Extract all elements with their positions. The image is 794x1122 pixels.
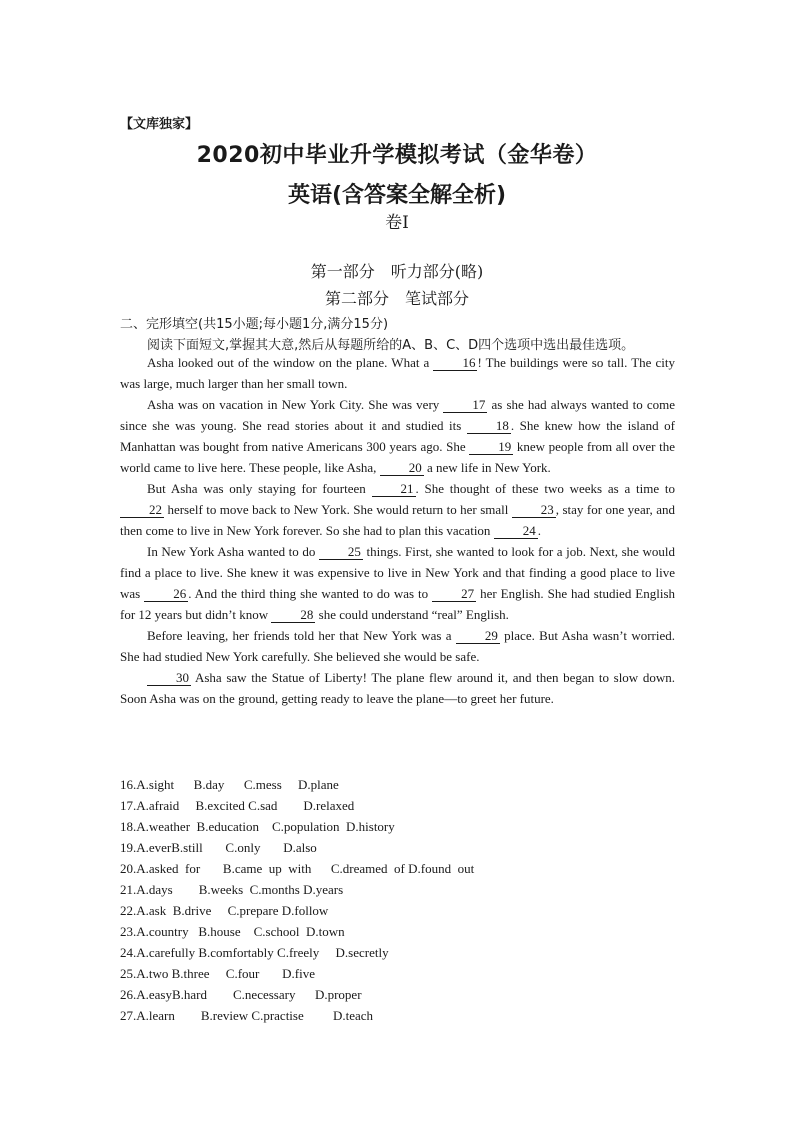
answer-blank: 23 (512, 502, 556, 518)
part-one-heading: 第一部分 听力部分(略) (310, 262, 484, 281)
passage-paragraph (120, 541, 675, 625)
passage-text: , stay for one year, and then come to live in New York forever. So she had to plan this vacation (120, 502, 675, 538)
passage-text: a new life in New York. (423, 460, 551, 475)
passage-text: Asha looked out of the window on the plane. What a (147, 355, 434, 370)
option-row: 26.A.easyB.hard C.necessary D.proper (120, 987, 362, 1002)
answer-blank: 20 (380, 460, 424, 476)
exam-subtitle: 英语(含答案全解全析) (287, 183, 507, 208)
option-row: 22.A.ask B.drive C.prepare D.follow (120, 903, 329, 918)
passage-text: Asha was on vacation in New York City. She was very (147, 397, 444, 412)
answer-blank: 16 (433, 355, 477, 371)
exam-title: 2020初中毕业升学模拟考试（金华卷） (196, 143, 598, 168)
answer-blank: 26 (144, 586, 188, 602)
passage-text: her English. She had studied English for 12 years but didn’t know (120, 586, 676, 622)
cloze-passage (120, 352, 675, 709)
option-row: 25.A.two B.three C.four D.five (120, 966, 315, 981)
passage-text: In New York Asha wanted to do (147, 544, 319, 559)
passage-text: But Asha was only staying for fourteen (147, 481, 372, 496)
volume-label: 卷Ⅰ (385, 213, 409, 233)
section-heading: 二、完形填空(共15小题;每小题1分,满分15分) (120, 317, 389, 332)
option-row: 17.A.afraid B.excited C.sad D.relaxed (120, 798, 355, 813)
passage-text: as she had always wanted to come since she was young. She read stories about it and studied its (120, 397, 675, 433)
passage-paragraph (120, 478, 675, 541)
passage-paragraph (120, 394, 675, 478)
answer-blank: 18 (467, 418, 511, 434)
exclusive-tag: 【文库独家】 (120, 117, 199, 132)
option-row: 16.A.sight B.day C.mess D.plane (120, 777, 339, 792)
passage-text: she could understand “real” English. (315, 607, 509, 622)
option-row: 21.A.days B.weeks C.months D.years (120, 882, 344, 897)
passage-text: . (537, 523, 541, 538)
answer-blank: 27 (432, 586, 476, 602)
part-two-heading: 第二部分 笔试部分 (324, 289, 469, 308)
passage-text: . She knew how the island of Manhattan was bought from native Americans 300 years ago. She (120, 418, 676, 454)
answer-blank: 30 (147, 670, 191, 686)
passage-text: . And the third thing she wanted to do was to (188, 586, 433, 601)
option-row: 20.A.asked for B.came up with C.dreamed of D.found out (120, 861, 475, 876)
passage-text: Asha saw the Statue of Liberty! The plane flew around it, and then began to slow down. Soon Asha was on the ground, getting ready to leave the plane—to greet her future. (120, 670, 675, 706)
passage-text: ! The buildings were so tall. The city was large, much larger than her small town. (120, 355, 676, 391)
answer-blank: 24 (494, 523, 538, 539)
answer-blank: 25 (319, 544, 363, 560)
passage-text: Before leaving, her friends told her that New York was a (147, 628, 456, 643)
passage-text: place. But Asha wasn’t worried. She had studied New York carefully. She believed she would be safe. (120, 628, 675, 664)
passage-text: knew people from all over the world came to live here. These people, like Asha, (120, 439, 675, 475)
answer-blank: 29 (456, 628, 500, 644)
answer-options (120, 774, 474, 1026)
option-row: 23.A.country B.house C.school D.town (120, 924, 345, 939)
passage-text: things. First, she wanted to look for a job. Next, she would find a place to live. She knew it was expensive to live in New York and that finding a good place to live was (120, 544, 676, 601)
option-row: 27.A.learn B.review C.practise D.teach (120, 1008, 374, 1023)
answer-blank: 22 (120, 502, 164, 518)
option-row: 24.A.carefully B.comfortably C.freely D.secretly (120, 945, 389, 960)
passage-paragraph (120, 667, 675, 709)
answer-blank: 28 (271, 607, 315, 623)
passage-text: herself to move back to New York. She would return to her small (164, 502, 512, 517)
option-row: 19.A.everB.still C.only D.also (120, 840, 317, 855)
answer-blank: 19 (469, 439, 513, 455)
section-instruction: 阅读下面短文,掌握其大意,然后从每题所给的A、B、C、D四个选项中选出最佳选项。 (147, 338, 635, 353)
passage-paragraph (120, 625, 675, 667)
answer-blank: 17 (443, 397, 487, 413)
passage-paragraph (120, 352, 675, 394)
option-row: 18.A.weather B.education C.population D.history (120, 819, 395, 834)
answer-blank: 21 (372, 481, 416, 497)
passage-text: . She thought of these two weeks as a time to (415, 481, 675, 496)
